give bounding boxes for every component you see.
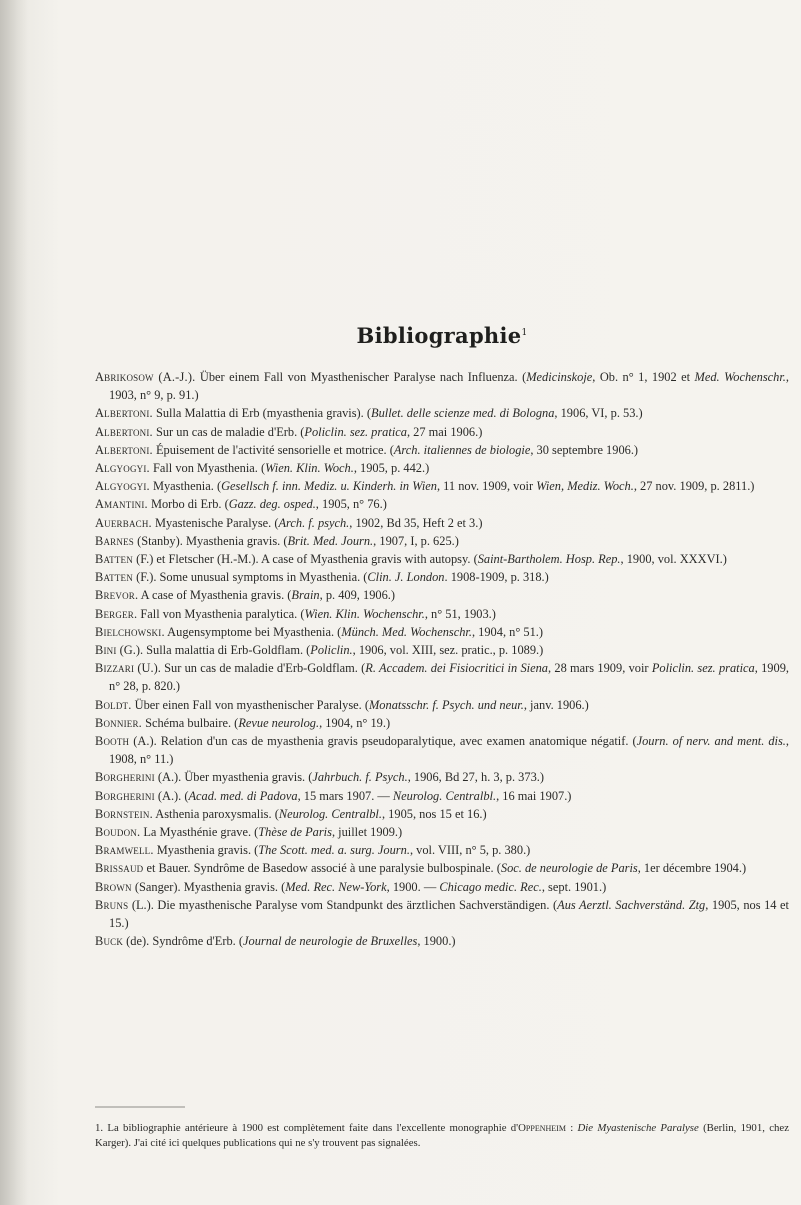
entry-text: Augensymptome bei Myasthenia. ( xyxy=(164,624,342,639)
title-text: Bibliographie xyxy=(356,323,522,348)
bibliography-entry xyxy=(95,514,789,532)
bibliography-entry xyxy=(95,859,789,877)
entry-author: Albertoni. xyxy=(95,406,153,421)
bibliography-list xyxy=(95,368,789,951)
bibliography-entry xyxy=(95,932,789,950)
bibliography-entry xyxy=(95,477,789,495)
bibliography-entry xyxy=(95,495,789,513)
entry-text: et Bauer. Syndrôme de Basedow associé à une paralysie bulbospinale. ( xyxy=(143,861,501,876)
entry-detail: , 1906, vol. XIII, sez. pratic., p. 1089.) xyxy=(352,643,544,658)
entry-author: Bizzari xyxy=(95,661,135,676)
bibliography-entry xyxy=(95,714,789,732)
footnote-separator xyxy=(95,1106,789,1110)
entry-source: Wien. Klin. Wochenschr. xyxy=(304,606,425,621)
entry-source: Policlin. sez. pratica xyxy=(304,424,407,439)
bibliography-entry xyxy=(95,659,789,695)
entry-detail: , janv. 1906.) xyxy=(523,697,589,712)
entry-detail: , 28 mars 1909, voir xyxy=(548,661,652,676)
entry-source: Clin. J. London xyxy=(367,570,445,585)
entry-author: Algyogyi. xyxy=(95,479,150,494)
bibliography-entry xyxy=(95,586,789,604)
entry-detail: , 1904, n° 51.) xyxy=(471,624,544,639)
entry-source: The Scott. med. a. surg. Journ. xyxy=(258,843,410,858)
entry-author: Batten xyxy=(95,552,133,567)
entry-detail-secondary: , 1903, n° 9, p. 91.) xyxy=(109,370,790,403)
entry-detail: , 1902, Bd 35, Heft 2 et 3.) xyxy=(349,515,483,530)
entry-author: Bruns xyxy=(95,897,129,912)
entry-source: Gesellsch f. inn. Mediz. u. Kinderh. in Wien xyxy=(221,479,437,494)
entry-author: Barnes xyxy=(95,533,134,548)
entry-text: Myasthenia gravis. ( xyxy=(153,843,259,858)
entry-text: (G.). Sulla malattia di Erb-Goldflam. ( xyxy=(116,643,311,658)
bibliography-entry xyxy=(95,605,789,623)
entry-detail: , 1900.) xyxy=(417,934,456,949)
entry-source: Arch. italiennes de biologie xyxy=(393,442,531,457)
entry-detail: , p. 409, 1906.) xyxy=(319,588,395,603)
entry-detail: , Ob. n° 1, 1902 et xyxy=(592,370,695,384)
entry-detail: , 1905, nos 14 et 15.) xyxy=(109,897,789,931)
entry-text: (A.). Relation d'un cas de myasthenia gravis pseudoparalytique, avec examen anatomique négatif. ( xyxy=(129,734,637,749)
entry-author: Albertoni. xyxy=(95,442,153,457)
entry-source-secondary: Chicago medic. Rec. xyxy=(439,879,542,894)
entry-source-secondary: Wien, Mediz. Woch. xyxy=(536,479,634,494)
entry-detail-secondary: , 27 nov. 1909, p. 2811.) xyxy=(633,479,755,494)
entry-text: Sur un cas de maladie d'Erb. ( xyxy=(152,424,305,439)
entry-source: Bullet. delle scienze med. di Bologna xyxy=(371,406,555,421)
entry-source: Policlin. xyxy=(310,643,353,658)
entry-detail: , 1905, nos 15 et 16.) xyxy=(381,806,487,821)
entry-text: (A.). Über myasthenia gravis. ( xyxy=(154,770,313,785)
entry-source: R. Accadem. dei Fisiocritici in Siena xyxy=(365,661,548,676)
entry-text: Über einem Fall von Myasthenischer Paralyse nach Influenza. ( xyxy=(195,370,527,384)
bibliography-entry xyxy=(95,787,789,805)
entry-detail: , 30 septembre 1906.) xyxy=(530,442,639,457)
entry-detail-secondary: , 1909, n° 28, p. 820.) xyxy=(109,661,789,694)
entry-text: Épuisement de l'activité sensorielle et motrice. ( xyxy=(152,442,394,457)
entry-detail: , 15 mars 1907. — xyxy=(297,788,393,803)
entry-author: Boldt. xyxy=(95,697,132,712)
bibliography-entry xyxy=(95,896,789,932)
entry-author: Bielchowski. xyxy=(95,624,165,639)
entry-text: (de). Syndrôme d'Erb. ( xyxy=(123,934,243,949)
entry-text: Myasthenia. ( xyxy=(149,479,222,494)
footnote-pre: La bibliographie antérieure à 1900 est complètement faite dans l'excellente monographie d' xyxy=(103,1122,519,1134)
entry-text: (A.). ( xyxy=(154,788,189,803)
bibliography-entry xyxy=(95,368,789,404)
bibliography-entry xyxy=(95,841,789,859)
entry-source: Journ. of nerv. and ment. dis. xyxy=(636,734,786,749)
entry-text: La Myasthénie grave. ( xyxy=(140,825,259,840)
entry-source: Neurolog. Centralbl. xyxy=(278,806,382,821)
entry-author: Bini xyxy=(95,643,117,658)
bibliography-entry xyxy=(95,696,789,714)
entry-text: (F.). Some unusual symptoms in Myasthenia. ( xyxy=(132,570,368,585)
entry-detail: , vol. VIII, n° 5, p. 380.) xyxy=(409,843,531,858)
entry-text: (F.) et Fletscher (H.-M.). A case of Myasthenia gravis with autopsy. ( xyxy=(132,552,478,567)
entry-source: Monatsschr. f. Psych. und neur. xyxy=(368,697,524,712)
bibliography-entry xyxy=(95,568,789,586)
entry-detail: , juillet 1909.) xyxy=(331,825,403,840)
entry-author: Berger. xyxy=(95,606,138,621)
entry-author: Algyogyi. xyxy=(95,461,150,476)
entry-text: Morbo di Erb. ( xyxy=(147,497,229,512)
entry-text: A case of Myasthenia gravis. ( xyxy=(138,588,292,603)
entry-detail: , 1904, n° 19.) xyxy=(319,715,391,730)
entry-detail-secondary: , sept. 1901.) xyxy=(541,879,607,894)
bibliography-entry xyxy=(95,805,789,823)
entry-source: Soc. de neurologie de Paris xyxy=(500,861,638,876)
bibliography-entry xyxy=(95,423,789,441)
entry-detail: , n° 51, 1903.) xyxy=(424,606,496,621)
bibliography-entry xyxy=(95,732,789,768)
entry-source: Brit. Med. Journ. xyxy=(287,533,374,548)
entry-author: Brissaud xyxy=(95,861,144,876)
bibliography-entry xyxy=(95,878,789,896)
entry-source: Journal de neurologie de Bruxelles xyxy=(243,934,418,949)
bibliography-entry xyxy=(95,404,789,422)
entry-detail: . 1908-1909, p. 318.) xyxy=(444,570,549,585)
bibliography-entry xyxy=(95,823,789,841)
entry-source: Saint-Bartholem. Hosp. Rep. xyxy=(477,552,621,567)
entry-detail: , 1900. — xyxy=(386,879,440,894)
entry-source: Jahrbuch. f. Psych. xyxy=(312,770,408,785)
entry-author: Batten xyxy=(95,570,133,585)
entry-source: Aus Aerztl. Sachverständ. Ztg xyxy=(557,897,706,912)
entry-detail: , 1906, Bd 27, h. 3, p. 373.) xyxy=(407,770,544,785)
entry-source: Wien. Klin. Woch. xyxy=(265,461,354,476)
entry-text: Fall von Myasthenia. ( xyxy=(149,461,266,476)
entry-source: Arch. f. psych. xyxy=(278,515,350,530)
entry-source-secondary: Neurolog. Centralbl. xyxy=(392,788,497,803)
footnote xyxy=(95,1121,789,1151)
entry-text: (L.). Die myasthenische Paralyse vom Standpunkt des ärztlichen Sachverständigen. ( xyxy=(128,897,558,912)
entry-source: Revue neurolog. xyxy=(238,715,320,730)
entry-author: Albertoni. xyxy=(95,424,153,439)
entry-author: Bornstein. xyxy=(95,806,153,821)
bibliography-entry xyxy=(95,441,789,459)
entry-author: Amantini. xyxy=(95,497,148,512)
bibliography-entry xyxy=(95,532,789,550)
entry-detail: , 1900, vol. XXXVI.) xyxy=(620,552,727,567)
footnote-mid: : xyxy=(565,1122,578,1134)
footnote-mark: 1. xyxy=(95,1122,104,1134)
bibliography-entry xyxy=(95,768,789,786)
entry-author: Buck xyxy=(95,934,124,949)
entry-author: Boudon. xyxy=(95,825,141,840)
entry-text: Sulla Malattia di Erb (myasthenia gravis). ( xyxy=(152,406,371,421)
entry-text: Myastenische Paralyse. ( xyxy=(151,515,279,530)
entry-author: Brevor. xyxy=(95,588,139,603)
bibliography-entry xyxy=(95,623,789,641)
entry-text: Asthenia paroxysmalis. ( xyxy=(152,806,279,821)
entry-author: Bramwell. xyxy=(95,843,154,858)
footnote-post: (Berlin, 1901, chez Karger). J'ai cité ici quelques publications qui ne s'y trouvent pas signalées. xyxy=(95,1122,789,1149)
entry-source: Brain xyxy=(291,588,320,603)
entry-text: Schéma bulbaire. ( xyxy=(141,715,239,730)
entry-detail-secondary: , 16 mai 1907.) xyxy=(496,788,572,803)
entry-source: Gazz. deg. osped. xyxy=(228,497,316,512)
entry-detail: , 1905, n° 76.) xyxy=(315,497,387,512)
entry-source: Acad. med. di Padova xyxy=(188,788,298,803)
bibliography-entry xyxy=(95,550,789,568)
entry-detail: , 1er décembre 1904.) xyxy=(637,861,747,876)
entry-source: Münch. Med. Wochenschr. xyxy=(341,624,472,639)
entry-author: Auerbach. xyxy=(95,515,152,530)
page-title xyxy=(95,323,789,348)
entry-text: Über einen Fall von myasthenischer Paralyse. ( xyxy=(131,697,369,712)
entry-author: Abrikosow (A.-J.). xyxy=(95,370,196,384)
title-footnote-mark: 1 xyxy=(521,328,528,338)
entry-author: Borgherini xyxy=(95,788,155,803)
entry-author: Booth xyxy=(95,734,130,749)
entry-source-secondary: Med. Wochenschr. xyxy=(694,370,786,384)
entry-text: (Sanger). Myasthenia gravis. ( xyxy=(131,879,286,894)
entry-source: Thèse de Paris xyxy=(258,825,332,840)
entry-detail: , 1906, VI, p. 53.) xyxy=(554,406,643,421)
entry-source: Med. Rec. New-York xyxy=(285,879,387,894)
footnote-author: Oppenheim xyxy=(518,1122,566,1134)
entry-author: Brown xyxy=(95,879,132,894)
entry-author: Borgherini xyxy=(95,770,155,785)
entry-detail: , 1908, n° 11.) xyxy=(109,734,789,767)
binding-shadow xyxy=(0,0,28,1205)
bibliography-entry xyxy=(95,459,789,477)
entry-detail: , 11 nov. 1909, voir xyxy=(436,479,537,494)
footnote-work: Die Myastenische Paralyse xyxy=(577,1122,699,1134)
entry-author: Bonnier. xyxy=(95,715,142,730)
entry-source: Medicinskoje xyxy=(526,370,593,384)
entry-source-secondary: Policlin. sez. pratica xyxy=(651,661,755,676)
entry-detail: , 1905, p. 442.) xyxy=(353,461,430,476)
bibliography-entry xyxy=(95,641,789,659)
entry-text: Fall von Myasthenia paralytica. ( xyxy=(137,606,305,621)
entry-detail: , 27 mai 1906.) xyxy=(406,424,483,439)
entry-text: (Stanby). Myasthenia gravis. ( xyxy=(133,533,288,548)
entry-text: (U.). Sur un cas de maladie d'Erb-Goldflam. ( xyxy=(134,661,366,676)
entry-detail: , 1907, I, p. 625.) xyxy=(373,533,459,548)
